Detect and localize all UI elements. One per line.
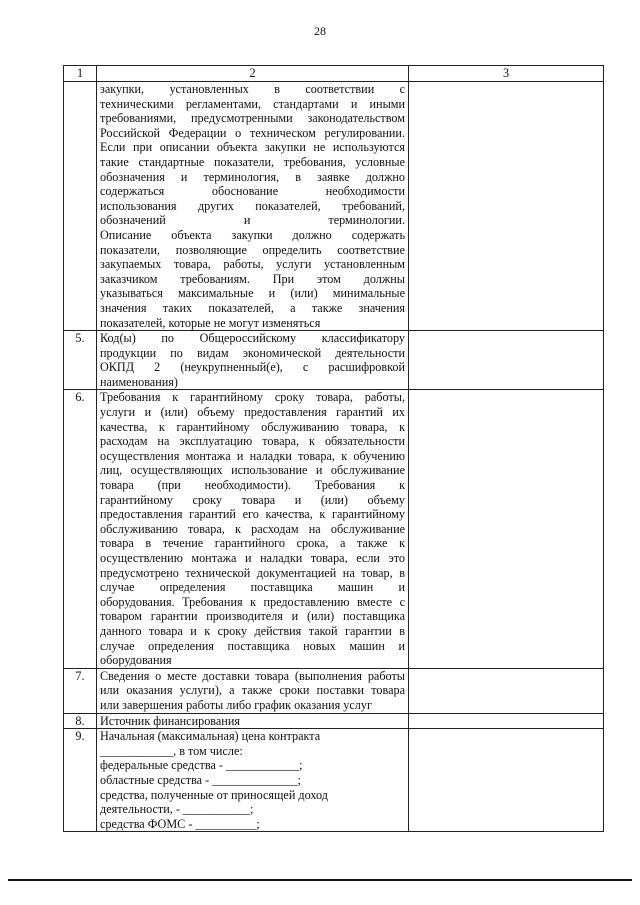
value-cell — [409, 729, 604, 832]
requirement-text — [97, 390, 409, 668]
text-line: Описание объекта закупки должно содержать — [100, 227, 405, 242]
table-header-row — [64, 66, 604, 82]
text-line: обозначений и терминологии. — [100, 213, 405, 228]
text-line: Российской Федерации о техническом регулировании. — [100, 125, 405, 140]
requirement-text — [97, 331, 409, 390]
table-row — [64, 390, 604, 668]
text-line: осуществлению монтажа и наладки товара, если это — [100, 551, 405, 565]
value-cell — [409, 331, 604, 390]
text-line: предоставления гарантий его качества, к гарантийному — [100, 507, 405, 522]
text-line: закупаемых товара, работы, услуги установленным — [100, 257, 405, 272]
text-line: деятельности, - ___________; — [100, 802, 254, 817]
text-line: показатели, позволяющие определить соответствие — [100, 242, 405, 257]
text-line: такие стандартные показатели, требования, условные — [100, 154, 405, 169]
bottom-divider — [8, 879, 632, 881]
row-number: 8. — [64, 713, 97, 729]
page-number: 28 — [314, 24, 326, 38]
text-line: средства ФОМС - __________; — [100, 816, 260, 831]
text-line: оборудования — [100, 653, 172, 668]
text-line: Сведения о месте доставки товара (выполнения работы — [100, 668, 405, 683]
table-row — [64, 668, 604, 713]
table-row — [64, 729, 604, 832]
text-line: или завершения работы либо график оказания услуг — [100, 697, 372, 712]
text-line: гарантийному сроку товара и (или) объему — [100, 492, 405, 507]
text-line: указываться максимальные и (или) минимальные — [100, 286, 405, 301]
text-line: наименования) — [100, 374, 178, 389]
text-line: Код(ы) по Общероссийскому классификатору — [100, 331, 405, 346]
text-line: лиц, осуществляющих использование и обслуживание — [100, 463, 405, 478]
text-line: Источник финансирования — [100, 713, 240, 728]
column-header: 1 — [64, 66, 97, 82]
text-line: содержаться обоснование необходимости — [100, 184, 405, 199]
text-line: продукции по видам экономической деятельности — [100, 345, 405, 360]
text-line: закупки, установленных в соответствии с — [100, 82, 405, 96]
text-line: оборудования. Требования к предоставлению вместе с — [100, 594, 405, 609]
text-line: областные средства - ______________; — [100, 772, 301, 787]
column-header: 3 — [409, 66, 604, 82]
text-line: использования других показателей, требований, — [100, 198, 405, 213]
row-number: 6. — [64, 390, 97, 668]
requirement-text — [97, 82, 409, 331]
text-line: предусмотрено технической документацией на товар, в — [100, 565, 405, 580]
text-line: случае определения поставщика новых машин и — [100, 638, 405, 653]
table-row — [64, 331, 604, 390]
text-line: ОКПД 2 (неукрупненный(е), с расшифровкой — [100, 360, 405, 375]
text-line: обозначения и терминология, в заявке должно — [100, 169, 405, 184]
table-row — [64, 82, 604, 331]
text-line: ____________, в том числе: — [100, 743, 243, 758]
text-line: данного товара и к сроку действия такой гарантии в — [100, 623, 405, 638]
table-row — [64, 713, 604, 729]
text-line: средства, полученные от приносящей доход — [100, 787, 328, 802]
text-line: расходам на эксплуатацию товара, к обязательности — [100, 434, 405, 449]
text-line: товара в течение гарантийного срока, а также к — [100, 536, 405, 551]
text-line: или оказания услуги), а также сроки поставки товара — [100, 683, 405, 698]
text-line: Если при описании объекта закупки не используются — [100, 140, 405, 155]
text-line: показателей, которые не могут изменяться — [100, 315, 321, 330]
text-line: качества, к гарантийному обслуживанию товара, к — [100, 419, 405, 434]
text-line: федеральные средства - ____________; — [100, 758, 303, 773]
row-number: 7. — [64, 668, 97, 713]
text-line: заказчиком требованиям. При этом должны — [100, 271, 405, 286]
text-line: Начальная (максимальная) цена контракта — [100, 729, 321, 744]
text-line: товара (при необходимости). Требования к — [100, 478, 405, 493]
requirement-text — [97, 713, 409, 729]
text-line: обслуживанию товара, к расходам на обслуживание — [100, 521, 405, 536]
requirement-text — [97, 668, 409, 713]
text-line: осуществления монтажа и наладки товара, к обучению — [100, 448, 405, 463]
text-line: Требования к гарантийному сроку товара, работы, — [100, 390, 405, 405]
value-cell — [409, 82, 604, 331]
text-line: значения таких показателей, а также значения — [100, 300, 405, 315]
text-line: товаром гарантии производителя и (или) поставщика — [100, 609, 405, 624]
requirements-table — [63, 65, 604, 832]
row-number: 9. — [64, 729, 97, 832]
text-line: случае определения поставщика машин и — [100, 580, 405, 595]
value-cell — [409, 390, 604, 668]
value-cell — [409, 668, 604, 713]
row-number: 5. — [64, 331, 97, 390]
text-line: услуги и (или) объему предоставления гарантий их — [100, 405, 405, 420]
text-line: требованиями, предусмотренными законодательством — [100, 111, 405, 126]
row-number — [64, 82, 97, 331]
requirement-text — [97, 729, 409, 832]
column-header: 2 — [97, 66, 409, 82]
text-line: техническими регламентами, стандартами и иными — [100, 96, 405, 111]
value-cell — [409, 713, 604, 729]
